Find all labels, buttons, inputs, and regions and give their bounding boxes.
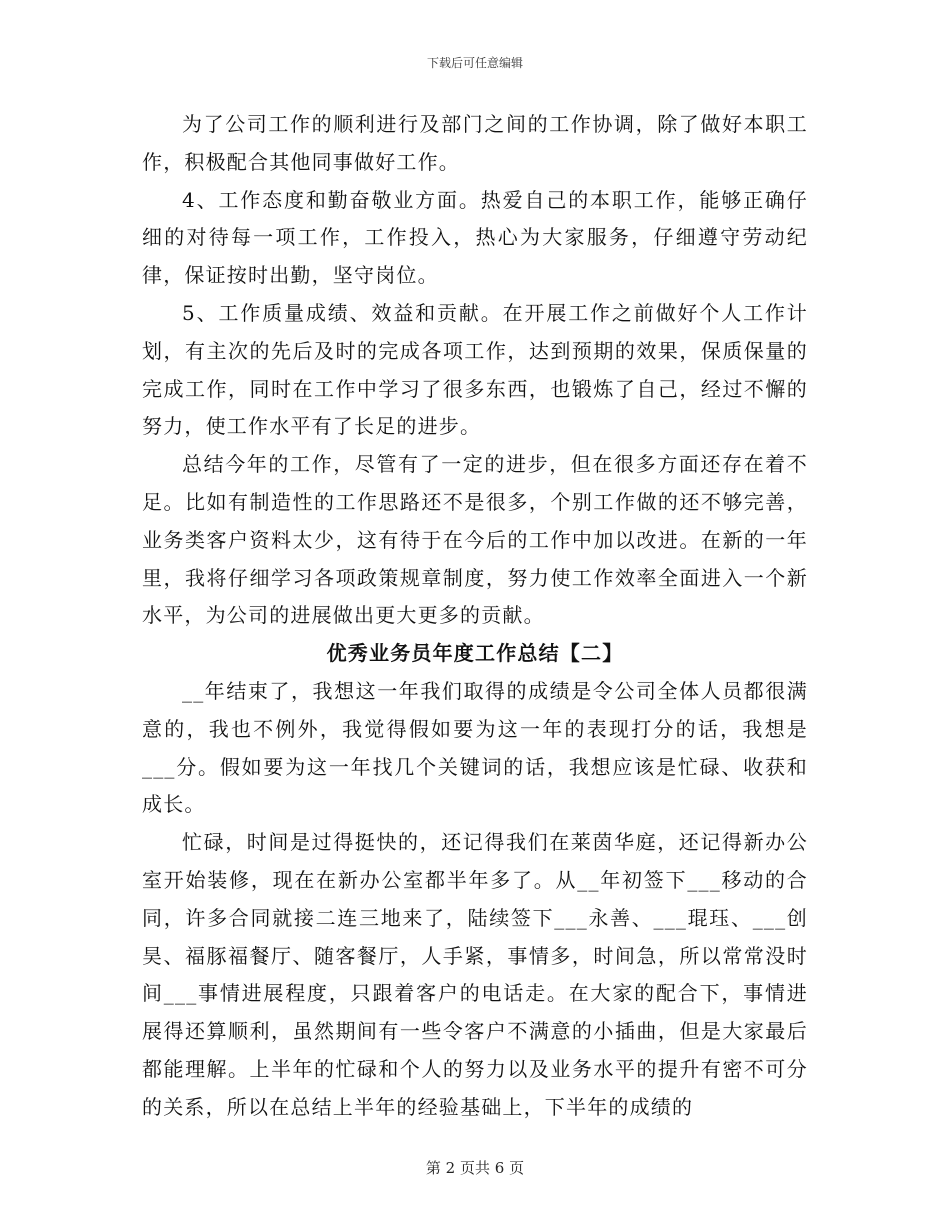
- section-title: 优秀业务员年度工作总结【二】: [326, 641, 624, 666]
- page-header-note: 下载后可任意编辑: [426, 56, 523, 70]
- paragraph-year-end: __年结束了，我想这一年我们取得的成绩是令公司全体人员都很满意的，我也不例外，我觉得假如要为这一年的表现打分的话，我想是___分。假如要为这一年找几个关键词的话，我想应该是忙碌、收获和成长。: [142, 678, 808, 817]
- paragraph-work-attitude: 4、工作态度和勤奋敬业方面。热爱自己的本职工作，能够正确仔细的对待每一项工作，工作投入，热心为大家服务，仔细遵守劳动纪律，保证按时出勤，坚守岗位。: [142, 187, 808, 288]
- paragraph-year-summary: 总结今年的工作，尽管有了一定的进步，但在很多方面还存在着不足。比如有制造性的工作思路还不是很多，个别工作做的还不够完善，业务类客户资料太少，这有待于在今后的工作中加以改进。在新的一年里，我将仔细学习各项政策规章制度，努力使工作效率全面进入一个新水平，为公司的进展做出更大更多的贡献。: [142, 452, 808, 628]
- paragraph-cooperation: 为了公司工作的顺利进行及部门之间的工作协调，除了做好本职工作，积极配合其他同事做好工作。: [142, 112, 808, 174]
- page-number-footer: 第 2 页共 6 页: [425, 1159, 525, 1177]
- paragraph-work-quality: 5、工作质量成绩、效益和贡献。在开展工作之前做好个人工作计划，有主次的先后及时的完成各项工作，达到预期的效果，保质保量的完成工作，同时在工作中学习了很多东西，也锻炼了自己，经过不懈的努力，使工作水平有了长足的进步。: [142, 300, 808, 439]
- document-body: [142, 106, 808, 1127]
- paragraph-busy: 忙碌，时间是过得挺快的，还记得我们在莱茵华庭，还记得新办公室开始装修，现在在新办公室都半年多了。从__年初签下___移动的合同，许多合同就接二连三地来了，陆续签下___永善、___琨珏、___创昊、福豚福餐厅、随客餐厅，人手紧，事情多，时间急，所以常常没时间___事情进展程度，只跟着客户的电话走。在大家的配合下，事情进展得还算顺利，虽然期间有一些令客户不满意的小插曲，但是大家最后都能理解。上半年的忙碌和个人的努力以及业务水平的提升有密不可分的关系，所以在总结上半年的经验基础上，下半年的成绩的: [142, 830, 808, 1119]
